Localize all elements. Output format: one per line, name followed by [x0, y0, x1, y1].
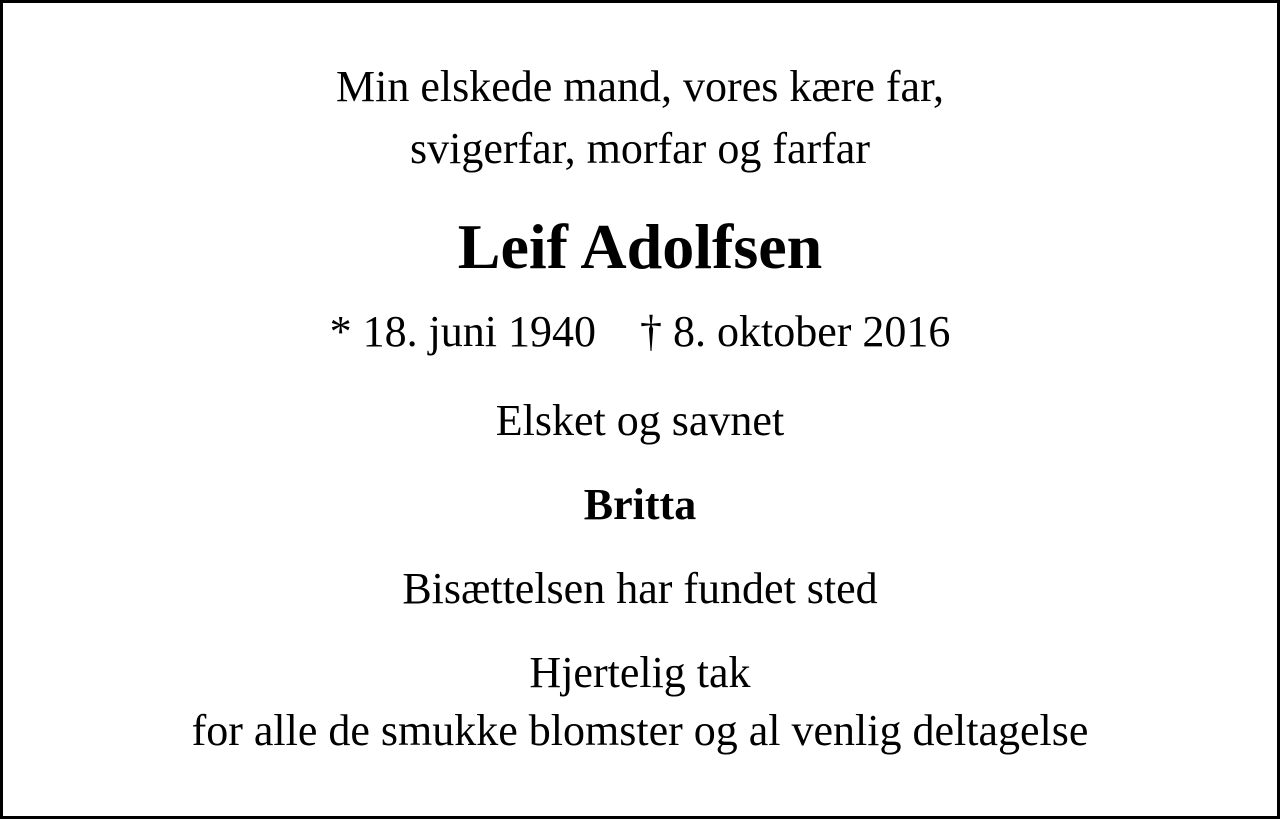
life-dates: [3, 307, 1277, 356]
birth-date: * 18. juni 1940: [329, 307, 597, 356]
deceased-name: Leif Adolfsen: [457, 211, 823, 282]
signed-by: Britta: [583, 480, 697, 529]
death-date: † 8. oktober 2016: [640, 307, 951, 356]
thanks-line-2: for alle de smukke blomster og al venlig deltagelse: [191, 706, 1089, 755]
intro-line-2: svigerfar, morfar og farfar: [410, 124, 870, 173]
funeral-note: Bisættelsen har fundet sted: [402, 564, 878, 613]
thanks-line-1: Hjertelig tak: [529, 648, 751, 697]
loved-message: Elsket og savnet: [495, 396, 785, 445]
intro-line-1: Min elskede mand, vores kære far,: [336, 62, 944, 111]
